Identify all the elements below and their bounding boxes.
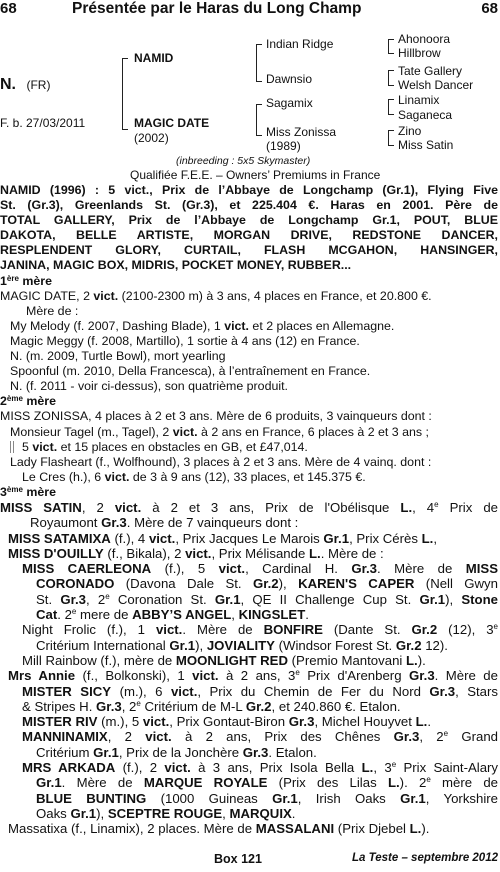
text-line: DAKOTA, BELLE ARTISTE, MORGAN DRIVE, REDSTONE DANCER, bbox=[0, 228, 498, 243]
lot-number-left: 68 bbox=[0, 0, 17, 17]
inbreeding-note: (inbreeding : 5x5 Skymaster) bbox=[176, 155, 311, 167]
third-dam-block bbox=[0, 500, 498, 837]
bracket-parents bbox=[122, 58, 128, 130]
lot-number-right: 68 bbox=[481, 0, 498, 17]
section-heading-third-dam: 3ème mère bbox=[0, 484, 56, 499]
bracket-g3-4 bbox=[388, 130, 394, 146]
g3-ancestor: Tate Gallery bbox=[398, 64, 463, 78]
produce-line: MISTER RIV (m.), 5 vict., Prix Gontaut-Biron Gr.3, Michel Houyvet L.. bbox=[22, 714, 431, 730]
produce-line: Massatixa (f., Linamix), 2 places. Mère de MASSALANI (Prix Djebel L.). bbox=[8, 821, 430, 837]
text-line: St. (Gr.3), Greenlands St. (Gr.3), et 225.404 €. Haras en 2001. Père de bbox=[0, 198, 498, 213]
text-line: NAMID (1996) : 5 vict., Prix de l’Abbaye de Longchamp (Gr.1), Flying Five bbox=[0, 183, 498, 197]
text-line: Cat. 2e mere de ABBY’S ANGEL, KINGSLET. bbox=[36, 607, 309, 623]
bracket-sire bbox=[256, 44, 262, 82]
produce-line: MISTER SICY (m.), 6 vict., Prix du Chemin de Fer du Nord Gr.3, Stars bbox=[22, 683, 498, 699]
bracket-dam bbox=[256, 104, 262, 136]
catalogue-body bbox=[0, 183, 498, 837]
dam-year: (2002) bbox=[134, 131, 169, 145]
continuation-mark bbox=[10, 441, 14, 453]
dam-dam: Miss Zonissa bbox=[266, 125, 337, 139]
dam-sire: Sagamix bbox=[266, 96, 313, 110]
text-line: RESPLENDENT GLORY, CURTAIL, FLASH MCGAHON, HANSINGER, bbox=[0, 243, 498, 258]
produce-line: MISS D'OUILLY (f., Bikala), 2 vict., Prix Mélisande L.. Mère de : bbox=[8, 545, 384, 561]
produce-line: MRS ARKADA (f.), 2 vict. à 3 ans, Prix Isola Bella L., 3e Prix Saint-Alary bbox=[22, 760, 498, 776]
text-line: 5 vict. et 15 places en obstacles en GB, et £47,014. bbox=[0, 440, 498, 455]
text-line: Critérium Gr.1, Prix de la Jonchère Gr.3. Etalon. bbox=[36, 744, 317, 760]
text-line: Royaumont Gr.3. Mère de 7 vainqueurs dont : bbox=[30, 515, 299, 531]
qualification-note: Qualifiée F.E.E. – Owners’ Premiums in France bbox=[130, 168, 381, 182]
g3-ancestor: Miss Satin bbox=[398, 138, 454, 152]
dam-dam-year: (1989) bbox=[266, 139, 301, 153]
produce-line: Spoonful (m. 2010, Della Francesca), à l’entraînement en France. bbox=[10, 364, 371, 379]
g3-ancestor: Linamix bbox=[398, 93, 440, 107]
text-line: TOTAL GALLERY, Prix de l’Abbaye de Longchamp Gr.1, POUT, BLUE bbox=[0, 213, 498, 228]
text-line: MISS ZONISSA, 4 places à 2 et 3 ans. Mère de 6 produits, 3 vainqueurs dont : bbox=[0, 409, 432, 424]
section-heading-second-dam: 2ème mère bbox=[0, 394, 56, 409]
bracket-g3-2 bbox=[388, 70, 394, 86]
g3-ancestor: Hillbrow bbox=[398, 46, 441, 60]
horse-origin: (FR) bbox=[26, 78, 51, 92]
text-line: BLUE BUNTING (1000 Guineas Gr.1, Irish Oaks Gr.1, Yorkshire bbox=[36, 790, 498, 806]
page-title: Présentée par le Haras du Long Champ bbox=[72, 0, 362, 17]
produce-line: Magic Meggy (f. 2008, Martillo), 1 sortie à 4 ans (12) en France. bbox=[10, 333, 360, 348]
text-line: Oaks Gr.1), SCEPTRE ROUGE, MARQUIX. bbox=[36, 805, 296, 821]
text-line: Gr.1. Mère de MARQUE ROYALE (Prix des Lilas L.). 2e mère de bbox=[36, 775, 498, 791]
g3-ancestor: Ahonoora bbox=[398, 32, 451, 46]
text-line: Mère de : bbox=[26, 303, 79, 318]
sire-name: NAMID bbox=[134, 51, 174, 65]
produce-line: Night Frolic (f.), 1 vict.. Mère de BONFIRE (Dante St. Gr.2 (12), 3e bbox=[22, 622, 498, 638]
produce-line: MANNINAMIX, 2 vict. à 2 ans, Prix des Chênes Gr.3, 2e Grand bbox=[22, 729, 498, 745]
section-heading-first-dam: 1ère mère bbox=[0, 273, 52, 288]
text-line: CORONADO (Davona Dale St. Gr.2), KAREN'S CAPER (Nell Gwyn bbox=[36, 576, 498, 592]
sire-paragraph bbox=[0, 183, 498, 274]
produce-line: Lady Flasheart (f., Wolfhound), 3 places à 2 et 3 ans. Mère de 4 vainq. dont : bbox=[10, 454, 432, 469]
produce-line: MISS CAERLEONA (f.), 5 vict., Cardinal H. Gr.3. Mère de MISS bbox=[22, 561, 498, 577]
produce-line: Monsieur Tagel (m., Tagel), 2 vict. à 2 ans en France, 6 places à 2 et 3 ans ; bbox=[10, 424, 429, 439]
text-line: MAGIC DATE, 2 vict. (2100-2300 m) à 3 ans, 4 places en France, et 20.800 €. bbox=[0, 288, 432, 303]
text-line: MISS SATIN, 2 vict. à 2 et 3 ans, Prix de l'Obélisque L., 4e Prix de bbox=[0, 499, 498, 515]
text-line: & Stripes H. Gr.3, 2e Critérium de M-L Gr.2, et 240.860 €. Etalon. bbox=[22, 698, 401, 714]
text-line: JANINA, MAGIC BOX, MIDRIS, POCKET MONEY, RUBBER... bbox=[0, 258, 352, 273]
text-line: Critérium International Gr.1), JOVIALITY (Windsor Forest St. Gr.2 12). bbox=[36, 637, 448, 653]
produce-line: Le Cres (h.), 6 vict. de 3 à 9 ans (12), 33 places, et 145.375 €. bbox=[22, 469, 366, 484]
produce-line: My Melody (f. 2007, Dashing Blade), 1 vict. et 2 places en Allemagne. bbox=[10, 318, 395, 333]
g3-ancestor: Saganeca bbox=[398, 108, 453, 122]
sire-sire: Indian Ridge bbox=[266, 37, 334, 51]
sale-name: La Teste – septembre 2012 bbox=[352, 852, 498, 864]
produce-line: MISS SATAMIXA (f.), 4 vict., Prix Jacques Le Marois Gr.1, Prix Cérès L., bbox=[8, 530, 438, 546]
bracket-g3-3 bbox=[388, 99, 394, 115]
produce-line: Mrs Annie (f., Bolkonski), 1 vict. à 2 ans, 3e Prix d'Arenberg Gr.3. Mère de bbox=[8, 668, 498, 684]
g3-ancestor: Zino bbox=[398, 124, 422, 138]
box-number: Box 121 bbox=[214, 852, 262, 866]
dam-name: MAGIC DATE bbox=[134, 116, 210, 130]
bracket-g3-1 bbox=[388, 39, 394, 54]
sire-dam: Dawnsio bbox=[266, 72, 313, 86]
g3-ancestor: Welsh Dancer bbox=[398, 78, 474, 92]
text-line: St. Gr.3, 2e Coronation St. Gr.1, QE II Challenge Cup St. Gr.1), Stone bbox=[36, 591, 498, 607]
produce-line: Mill Rainbow (f.), mère de MOONLIGHT RED (Premio Mantovani L.). bbox=[22, 652, 426, 668]
horse-birth: F. b. 27/03/2011 bbox=[0, 116, 86, 130]
horse-name-row bbox=[0, 76, 50, 94]
produce-line: N. (m. 2009, Turtle Bowl), mort yearling bbox=[10, 349, 226, 364]
produce-line: N. (f. 2011 - voir ci-dessus), son quatrième produit. bbox=[10, 379, 288, 394]
horse-name: N. bbox=[0, 76, 16, 93]
